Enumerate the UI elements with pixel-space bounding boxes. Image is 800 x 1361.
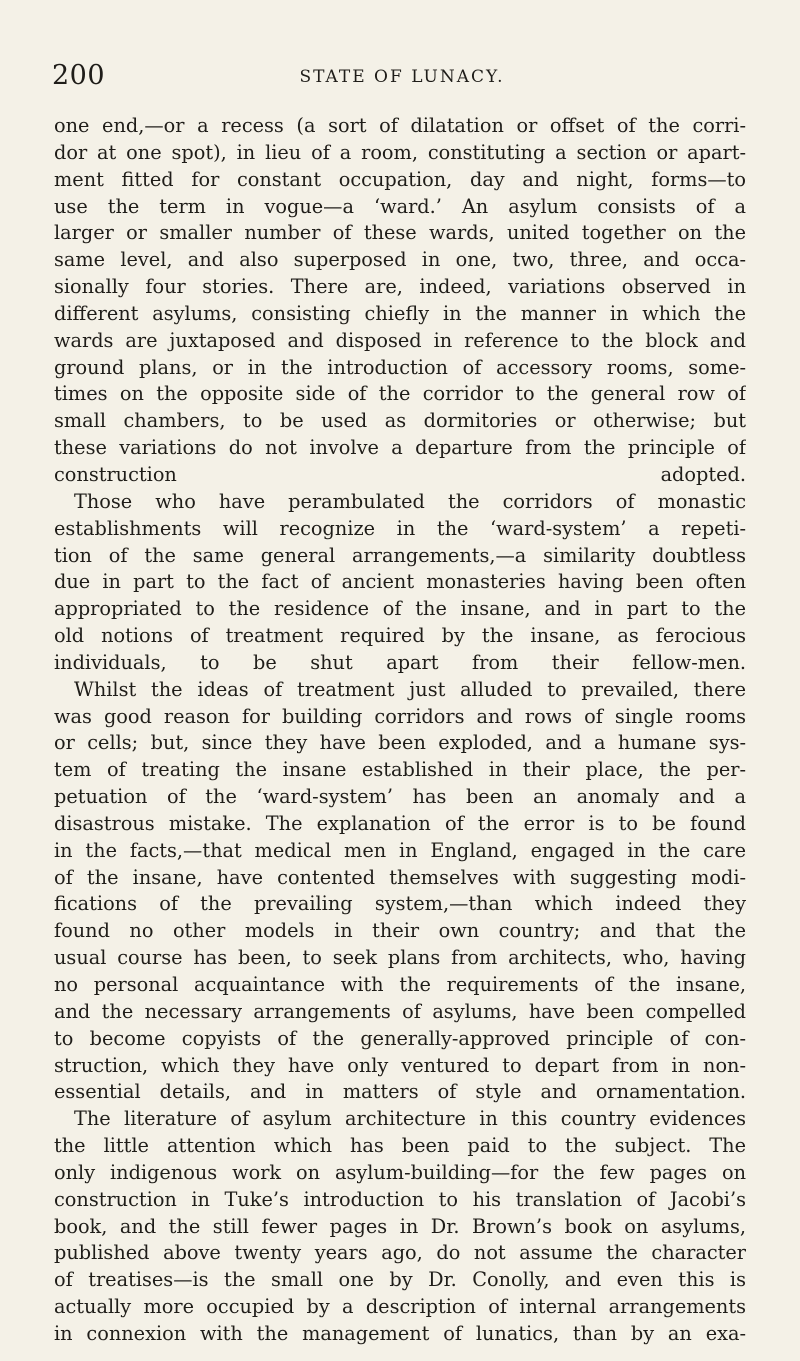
page-number: 200 <box>52 60 106 91</box>
text-line: to become copyists of the generally-approved principle of con- <box>54 1026 746 1050</box>
text-line: wards are juxtaposed and disposed in reference to the block and <box>54 328 746 352</box>
text-line: of the insane, have contented themselves with suggesting modi- <box>54 865 746 889</box>
text-line: the little attention which has been paid to the subject. The <box>54 1134 746 1158</box>
text-line: struction, which they have only ventured to depart from in non- <box>54 1053 746 1077</box>
text-line: small chambers, to be used as dormitories or otherwise; but <box>54 409 746 433</box>
text-line: or cells; but, since they have been exploded, and a humane sys- <box>54 731 746 755</box>
text-line: petuation of the ‘ward-system’ has been an anomaly and a <box>54 785 746 809</box>
text-line: times on the opposite side of the corridor to the general row of <box>54 382 746 406</box>
text-line: essential details, and in matters of style and ornamentation. <box>54 1080 746 1104</box>
running-head <box>52 58 752 94</box>
body-text <box>54 113 746 1348</box>
text-line: sionally four stories. There are, indeed, variations observed in <box>54 275 746 299</box>
text-line: only indigenous work on asylum-building—for the few pages on <box>54 1160 746 1184</box>
text-line: dor at one spot), in lieu of a room, constituting a section or apart- <box>54 140 746 164</box>
text-line: tion of the same general arrangements,—a similarity doubtless <box>54 543 746 567</box>
text-line: in the facts,—that medical men in England, engaged in the care <box>54 838 746 862</box>
text-line: ground plans, or in the introduction of accessory rooms, some- <box>54 355 746 379</box>
text-line: book, and the still fewer pages in Dr. Brown’s book on asylums, <box>54 1214 746 1238</box>
text-line: appropriated to the residence of the insane, and in part to the <box>54 597 746 621</box>
text-line: individuals, to be shut apart from their fellow-men. <box>54 650 746 674</box>
text-line: found no other models in their own country; and that the <box>54 919 746 943</box>
text-line: usual course has been, to seek plans from architects, who, having <box>54 946 746 970</box>
text-line: disastrous mistake. The explanation of the error is to be found <box>54 811 746 835</box>
text-line: same level, and also superposed in one, two, three, and occa- <box>54 248 746 272</box>
text-line: construction adopted. <box>54 462 746 486</box>
text-line: ment fitted for constant occupation, day and night, forms—to <box>54 167 746 191</box>
text-line: construction in Tuke’s introduction to his translation of Jacobi’s <box>54 1187 746 1211</box>
text-line: use the term in vogue—a ‘ward.’ An asylum consists of a <box>54 194 746 218</box>
text-line: no personal acquaintance with the requirements of the insane, <box>54 973 746 996</box>
text-line: establishments will recognize in the ‘ward-system’ a repeti- <box>54 516 746 540</box>
text-line: tem of treating the insane established in their place, the per- <box>54 758 746 782</box>
text-line: old notions of treatment required by the insane, as ferocious <box>54 624 746 648</box>
text-line: The literature of asylum architecture in this country evidences <box>74 1107 746 1131</box>
text-line: in connexion with the management of lunatics, than by an exa- <box>54 1321 746 1345</box>
text-line: Whilst the ideas of treatment just alluded to prevailed, there <box>74 677 746 701</box>
running-title: STATE OF LUNACY. <box>299 67 505 87</box>
text-line: fications of the prevailing system,—than which indeed they <box>54 892 746 916</box>
text-line: larger or smaller number of these wards, united together on the <box>54 221 746 245</box>
text-line: actually more occupied by a description of internal arrangements <box>54 1295 746 1319</box>
text-line: different asylums, consisting chiefly in the manner in which the <box>54 301 746 325</box>
text-line: of treatises—is the small one by Dr. Conolly, and even this is <box>54 1268 746 1292</box>
text-line: one end,—or a recess (a sort of dilatation or offset of the corri- <box>54 114 746 137</box>
text-line: Those who have perambulated the corridors of monastic <box>74 489 746 513</box>
text-line: published above twenty years ago, do not assume the character <box>54 1241 746 1265</box>
text-line: and the necessary arrangements of asylums, have been compelled <box>54 999 746 1023</box>
text-line: these variations do not involve a departure from the principle of <box>54 436 746 460</box>
text-line: was good reason for building corridors and rows of single rooms <box>54 704 746 728</box>
text-line: due in part to the fact of ancient monasteries having been often <box>54 570 746 594</box>
